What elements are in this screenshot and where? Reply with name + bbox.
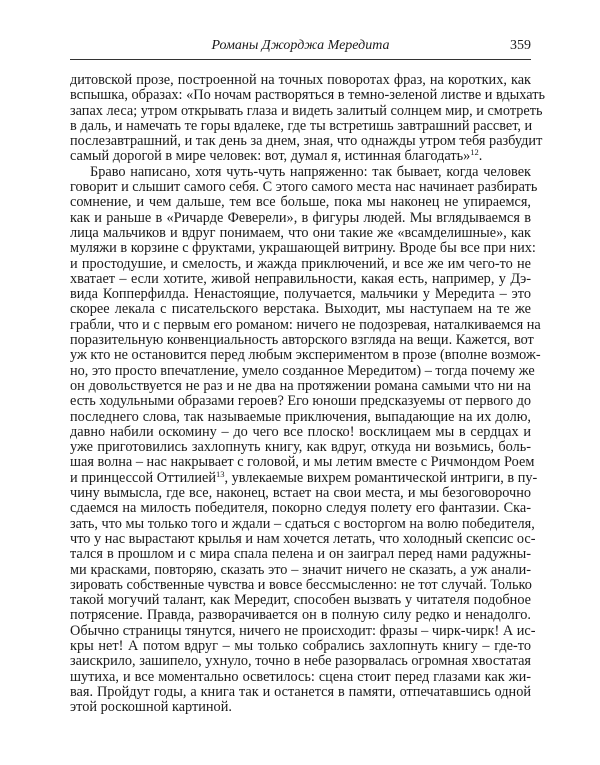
text-line: уж кто не остановится перед любым экспериментом в прозе (вполне возмож- (70, 347, 541, 364)
text-segment: . (478, 148, 483, 165)
text-line: Обычно страницы тянутся, ничего не происходит: фразы – чирк-чирк! А ис- (70, 622, 536, 639)
text-line: Браво написано, хотя чуть-чуть напряженно: так бывает, когда человек (90, 163, 531, 180)
text-line: сомнение, и чем дальше, тем все больше, пока мы наконец не упираемся, (70, 194, 531, 211)
text-line: шая волна – нас накрывает с головой, и мы летим вместе с Ричмондом Роем (70, 454, 535, 471)
text-line: и простодушие, и смелость, и жажда приключений, и все же им чего-то не (70, 255, 531, 272)
running-title: Романы Джорджа Мередита (211, 38, 390, 53)
footnote-marker[interactable]: 12 (470, 147, 479, 158)
text-line: но, это просто впечатление, умело созданное Мередитом) – тогда почему же (70, 362, 535, 379)
text-line: хватает – если хотите, живой неправильности, какая есть, например, у Дэ- (70, 270, 531, 287)
text-line: скорее лекала с писательского верстака. Выходит, мы наступаем на те же (70, 301, 531, 318)
text-line: потрясение. Правда, разворачивается он в полную силу редко и ненадолго. (70, 607, 531, 624)
text-line: послезавтрашний, и так день за днем, зная, что однажды утром тебя разбудит (70, 133, 543, 150)
text-line: вида Копперфилда. Ненастоящие, получается, мальчики у Мередита – это (70, 286, 531, 303)
text-line: этой роскошной картиной. (70, 699, 232, 716)
text-line: такой могучий талант, как Мередит, способен вызвать у читателя подобное (70, 592, 531, 609)
text-line: ми красками, повторяю, сказать это – значит ничего не сказать, а уж анали- (70, 561, 531, 578)
text-segment: , увлекаемые вихрем романтической интриги, в пу- (224, 469, 538, 486)
footnote-marker[interactable]: 13 (216, 468, 225, 479)
text-line: есть ходульными образами героев? Его юноши предсказуемы от первого до (70, 393, 531, 410)
text-line: он довольствуется не раз и не два на протяжении романа самыми что ни на (70, 377, 531, 394)
text-line (70, 468, 538, 486)
text-line: грабли, что и с первым его романом: ничего не подозревая, наталкиваемся на (70, 316, 541, 333)
text-line: заискрило, зашипело, ухнуло, точно в небе разорвалась огромная хвостатая (70, 653, 531, 670)
text-line (70, 149, 531, 164)
text-line: шутиха, и все моментально осветилось: сцена стоит перед глазами как жи- (70, 668, 531, 685)
text-line: последнего слова, так называемые приключения, выпадающие на их долю, (70, 408, 531, 425)
text-line: как и раньше в «Ричарде Феверели», в фигуры людей. Мы вглядываемся в (70, 209, 531, 226)
body-text (70, 72, 545, 716)
paragraph (70, 163, 541, 716)
text-line: зать, что мы только того и ждали – сдаться с восторгом на волю победителя, (70, 515, 535, 532)
text-line: запах леса; утром открывать глаза и видеть залитый солнцем мир, и смотреть (70, 102, 543, 119)
text-line: вспышка, образах: «По ночам растворяться в темно-зеленой листве и вдыхать (70, 87, 545, 104)
text-line: зировать собственные чувства и вовсе бессмысленно: не тот случай. Только (70, 576, 532, 593)
text-line: дитовской прозе, построенной на точных поворотах фраз, на коротких, как (70, 72, 531, 88)
running-header (70, 38, 531, 58)
text-segment: и принцессой Оттилией (70, 469, 216, 486)
text-line: в даль, и намечать те горы вдалеке, где ты встретишь завтрашний рассвет, и (70, 117, 533, 134)
paragraph (70, 72, 545, 165)
text-line: чину вымысла, где все, наконец, встает на свои места, и мы безоговорочно (70, 485, 531, 502)
text-line: лица мальчиков и вдруг понимаем, что они такие же «всамделишные», как (70, 224, 531, 241)
text-line: тался в прошлом и с мира спала пелена и он заиграл перед нами радужны- (70, 546, 531, 563)
text-line: кры нет! А потом вдруг – мы только собрались захлопнуть книгу – где-то (70, 637, 531, 654)
header-rule (70, 59, 531, 60)
text-line: что у нас вырастают крылья и нам хочется летать, что холодный скепсис ос- (70, 530, 536, 547)
text-line: говорит и слышит самого себя. С этого самого места нас начинает разбирать (70, 179, 538, 196)
text-line: поразительную конвенциальность авторского взгляда на вещи. Кажется, вот (70, 332, 534, 349)
text-line: вая. Пройдут годы, а книга так и останется в памяти, отпечатавшись одной (70, 683, 531, 700)
page-number: 359 (510, 38, 531, 53)
text-line: сдаемся на милость победителя, покорно следуя полету его фантазии. Ска- (70, 500, 531, 517)
text-line: давно набили оскомину – до чего все плоско! восклицаем мы в сердцах и (70, 423, 531, 440)
text-line: муляжи в корзине с фруктами, украшающей витрину. Вроде бы все при них: (70, 240, 536, 257)
text-segment: самый дорогой в мире человек: вот, думал я, истинная благодать» (70, 148, 471, 165)
text-line: уже приготовились захлопнуть книгу, как вдруг, откуда ни возьмись, боль- (70, 439, 531, 456)
